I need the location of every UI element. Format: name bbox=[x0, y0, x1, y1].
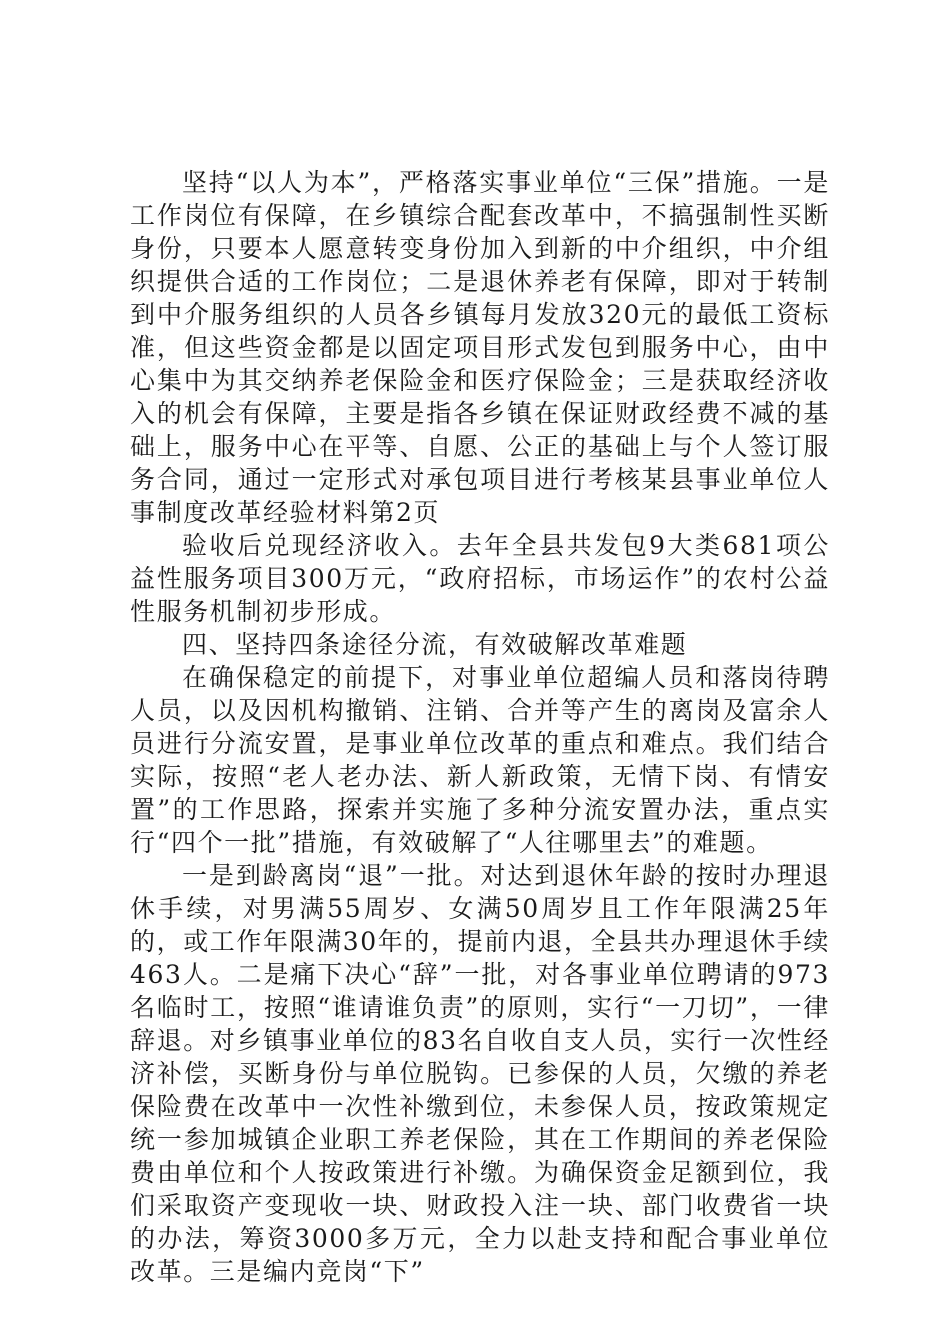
paragraph-acceptance: 验收后兑现经济收入。去年全县共发包9大类681项公益性服务项目300万元，“政府招标，市场运作”的农村公益性服务机制初步形成。 bbox=[130, 531, 830, 626]
paragraph-guarantees: 坚持“以人为本”，严格落实事业单位“三保”措施。一是工作岗位有保障，在乡镇综合配套改革中，不搞强制性买断身份，只要本人愿意转变身份加入到新的中介组织，中介组织提供合适的工作岗位；二是退休养老有保障，即对于转制到中介服务组织的人员各乡镇每月发放320元的最低工资标准，但这些资金都是以固定项目形式发包到服务中心，由中心集中为其交纳养老保险金和医疗保险金；三是获取经济收入的机会有保障，主要是指各乡镇在保证财政经费不减的基础上，服务中心在平等、自愿、公正的基础上与个人签订服务合同，通过一定形式对承包项目进行考核某县事业单位人事制度改革经验材料第2页 bbox=[130, 168, 830, 527]
paragraph-placement: 在确保稳定的前提下，对事业单位超编人员和落岗待聘人员，以及因机构撤销、注销、合并等产生的离岗及富余人员进行分流安置，是事业单位改革的重点和难点。我们结合实际，按照“老人老办法、新人新政策，无情下岗、有情安置”的工作思路，探索并实施了多种分流安置办法，重点实行“四个一批”措施，有效破解了“人往哪里去”的难题。 bbox=[130, 663, 830, 857]
document-body bbox=[130, 166, 830, 1288]
section-heading-four: 四、坚持四条途径分流，有效破解改革难题 bbox=[182, 630, 688, 659]
paragraph-measures: 一是到龄离岗“退”一批。对达到退休年龄的按时办理退休手续，对男满55周岁、女满50周岁且工作年限满25年的，或工作年限满30年的，提前内退，全县共办理退休手续463人。二是痛下决心“辞”一批，对各事业单位聘请的973名临时工，按照“谁请谁负责”的原则，实行“一刀切”，一律辞退。对乡镇事业单位的83名自收自支人员，实行一次性经济补偿，买断身份与单位脱钩。已参保的人员，欠缴的养老保险费在改革中一次性补缴到位，未参保人员，按政策规定统一参加城镇企业职工养老保险，其在工作期间的养老保险费由单位和个人按政策进行补缴。为确保资金足额到位，我们采取资产变现收一块、财政投入注一块、部门收费省一块的办法，筹资3000多万元，全力以赴支持和配合事业单位改革。三是编内竞岗“下” bbox=[130, 861, 831, 1286]
